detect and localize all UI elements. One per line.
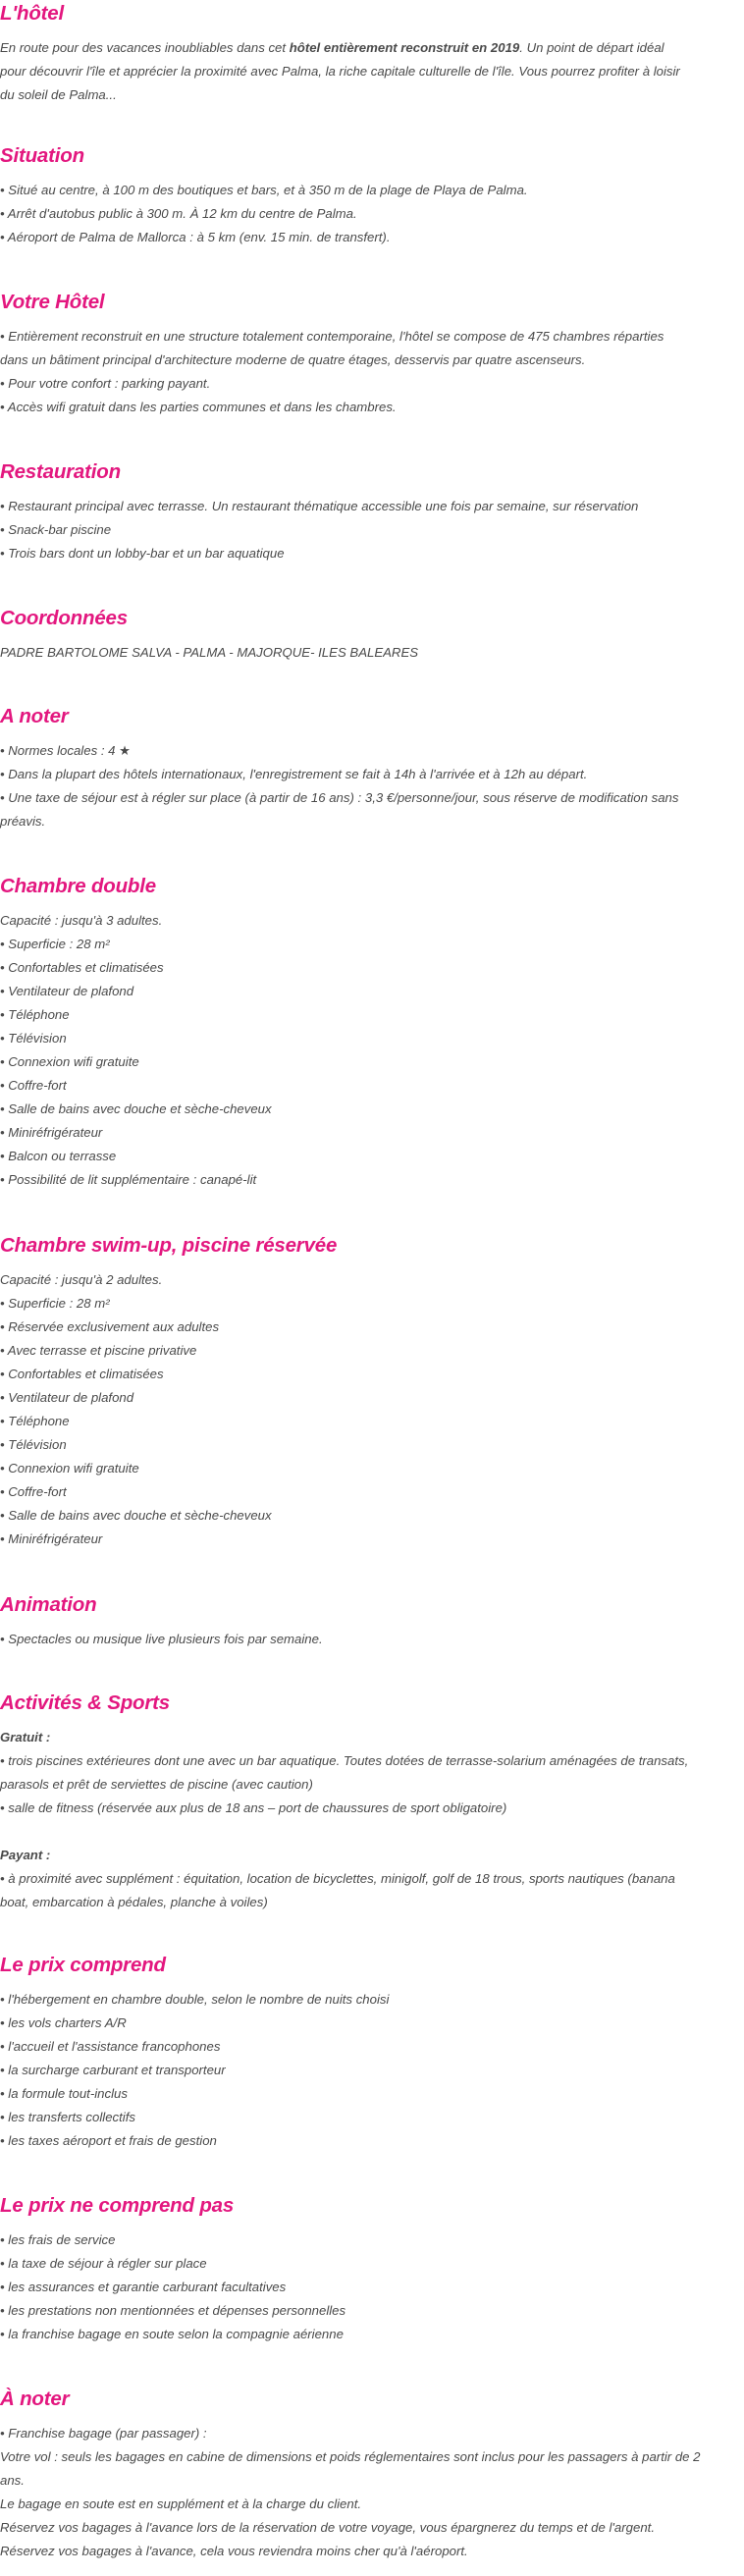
list-item: • Franchise bagage (par passager) : — [0, 2426, 207, 2441]
list-item: • Normes locales : 4 ★ — [0, 743, 131, 758]
section-coordonnees — [0, 605, 738, 665]
section-chambre-double — [0, 873, 738, 1192]
list-item: • salle de fitness (réservée aux plus de 18 ans – port de chaussures de sport obligatoire) — [0, 1800, 507, 1815]
intro-text-end: . Un point de départ idéal — [519, 40, 664, 55]
section-animation — [0, 1591, 738, 1651]
list-item: • Spectacles ou musique live plusieurs fois par semaine. — [0, 1632, 323, 1646]
section-activites-sports — [0, 1690, 738, 1914]
list-item: • les taxes aéroport et frais de gestion — [0, 2133, 217, 2148]
list-item: • les transferts collectifs — [0, 2110, 135, 2124]
list-item: • la surcharge carburant et transporteur — [0, 2063, 226, 2077]
section-hotel — [0, 0, 738, 107]
list-item: • Salle de bains avec douche et sèche-cheveux — [0, 1508, 272, 1523]
list-item: • les vols charters A/R — [0, 2015, 127, 2030]
section-title: À noter — [0, 2388, 70, 2410]
text-line: Le bagage en soute est en supplément et à la charge du client. — [0, 2496, 362, 2511]
section-title: A noter — [0, 705, 69, 727]
list-item: • l'accueil et l'assistance francophones — [0, 2039, 221, 2054]
list-item: • Possibilité de lit supplémentaire : canapé-lit — [0, 1172, 257, 1187]
list-item: • Connexion wifi gratuite — [0, 1054, 139, 1069]
list-item: • Arrêt d'autobus public à 300 m. À 12 km du centre de Palma. — [0, 206, 357, 221]
text-line: Votre vol : seuls les bagages en cabine de dimensions et poids réglementaires sont inclus pour les passagers à partir de 2 — [0, 2449, 701, 2464]
list-item: parasols et prêt de serviettes de piscine (avec caution) — [0, 1777, 313, 1792]
list-item: • Miniréfrigérateur — [0, 1531, 103, 1546]
list-item: • Entièrement reconstruit en une structure totalement contemporaine, l'hôtel se compose de 475 chambres réparties — [0, 329, 664, 344]
section-a-noter-bagages — [0, 2386, 738, 2563]
intro-line-3: du soleil de Palma... — [0, 87, 117, 102]
intro-text-start: En route pour des vacances inoubliables dans cet — [0, 40, 290, 55]
list-item: • Téléphone — [0, 1007, 70, 1022]
section-title: Chambre double — [0, 875, 156, 897]
list-item: boat, embarcation à pédales, planche à voiles) — [0, 1895, 268, 1909]
list-item: • Confortables et climatisées — [0, 960, 164, 975]
section-title: Chambre swim-up, piscine réservée — [0, 1234, 338, 1257]
gratuit-label: Gratuit : — [0, 1730, 51, 1744]
list-item: • Connexion wifi gratuite — [0, 1461, 139, 1476]
list-item: • Trois bars dont un lobby-bar et un bar aquatique — [0, 546, 285, 561]
section-restauration — [0, 458, 738, 565]
list-item: • Restaurant principal avec terrasse. Un restaurant thématique accessible une fois par semaine, sur réservation — [0, 499, 639, 513]
list-item: • les prestations non mentionnées et dépenses personnelles — [0, 2303, 346, 2318]
list-item: préavis. — [0, 814, 46, 829]
list-item: • Téléphone — [0, 1414, 70, 1428]
section-title: Le prix ne comprend pas — [0, 2194, 235, 2217]
list-item: • Situé au centre, à 100 m des boutiques et bars, et à 350 m de la plage de Playa de Palma. — [0, 183, 528, 197]
list-item: • Ventilateur de plafond — [0, 984, 134, 998]
section-title: Votre Hôtel — [0, 291, 105, 313]
list-item: • Télévision — [0, 1437, 67, 1452]
section-title: Situation — [0, 144, 84, 167]
section-prix-ne-comprend-pas — [0, 2192, 738, 2346]
list-item: • Réservée exclusivement aux adultes — [0, 1319, 220, 1334]
list-item: • à proximité avec supplément : équitation, location de bicyclettes, minigolf, golf de 18 trous, sports nautiques (banana — [0, 1871, 675, 1886]
list-item: • Superficie : 28 m² — [0, 1296, 110, 1311]
list-item: • Coffre-fort — [0, 1078, 67, 1093]
list-item: • Balcon ou terrasse — [0, 1149, 117, 1163]
section-title: Coordonnées — [0, 607, 128, 629]
capacity-text: Capacité : jusqu'à 2 adultes. — [0, 1272, 163, 1287]
list-item: • Miniréfrigérateur — [0, 1125, 103, 1140]
section-title: Restauration — [0, 460, 121, 483]
spacer — [0, 1820, 738, 1844]
list-item: • Salle de bains avec douche et sèche-cheveux — [0, 1101, 272, 1116]
section-title: Activités & Sports — [0, 1691, 170, 1714]
payant-label: Payant : — [0, 1848, 51, 1862]
list-item: • Télévision — [0, 1031, 67, 1046]
section-title: Animation — [0, 1593, 97, 1616]
section-prix-comprend — [0, 1952, 738, 2153]
text-line: ans. — [0, 2473, 25, 2488]
list-item: • Accès wifi gratuit dans les parties communes et dans les chambres. — [0, 400, 397, 414]
section-title: Le prix comprend — [0, 1954, 166, 1976]
list-item: • la franchise bagage en soute selon la compagnie aérienne — [0, 2327, 344, 2341]
address: PADRE BARTOLOME SALVA - PALMA - MAJORQUE- ILES BALEARES — [0, 645, 419, 660]
list-item: • Snack-bar piscine — [0, 522, 112, 537]
list-item: • trois piscines extérieures dont une avec un bar aquatique. Toutes dotées de terrasse-solarium aménagées de transats, — [0, 1753, 689, 1768]
list-item: • l'hébergement en chambre double, selon le nombre de nuits choisi — [0, 1992, 390, 2007]
list-item: • la formule tout-inclus — [0, 2086, 128, 2101]
section-votre-hotel — [0, 289, 738, 419]
section-a-noter — [0, 703, 738, 833]
list-item: • les frais de service — [0, 2232, 116, 2247]
list-item: • Superficie : 28 m² — [0, 937, 110, 951]
list-item: • Aéroport de Palma de Mallorca : à 5 km (env. 15 min. de transfert). — [0, 230, 391, 244]
list-item: • Dans la plupart des hôtels internationaux, l'enregistrement se fait à 14h à l'arrivée et à 12h au départ. — [0, 767, 588, 781]
list-item: • Confortables et climatisées — [0, 1367, 164, 1381]
list-item: • la taxe de séjour à régler sur place — [0, 2256, 207, 2271]
intro-paragraph — [0, 36, 738, 107]
list-item: • Avec terrasse et piscine privative — [0, 1343, 197, 1358]
section-title: L'hôtel — [0, 2, 64, 25]
text-line: Réservez vos bagages à l'avance, cela vous reviendra moins cher qu'à l'aéroport. — [0, 2544, 468, 2558]
list-item: • Une taxe de séjour est à régler sur place (à partir de 16 ans) : 3,3 €/personne/jour, sous réserve de modification sans — [0, 790, 679, 805]
section-chambre-swim-up — [0, 1232, 738, 1551]
text-line: Réservez vos bagages à l'avance lors de la réservation de votre voyage, vous épargnerez du temps et de l'argent. — [0, 2520, 655, 2535]
list-item: • Coffre-fort — [0, 1484, 67, 1499]
intro-highlight: hôtel entièrement reconstruit en 2019 — [289, 40, 520, 55]
list-item: • Pour votre confort : parking payant. — [0, 376, 211, 391]
capacity-text: Capacité : jusqu'à 3 adultes. — [0, 913, 163, 928]
section-situation — [0, 142, 738, 249]
list-item: • Ventilateur de plafond — [0, 1390, 134, 1405]
intro-line-2: pour découvrir l'île et apprécier la proximité avec Palma, la riche capitale culturelle de l'île. Vous pourrez profiter à loisir — [0, 64, 680, 79]
list-item: • les assurances et garantie carburant facultatives — [0, 2280, 287, 2294]
list-item: dans un bâtiment principal d'architecture moderne de quatre étages, desservis par quatre ascenseurs. — [0, 352, 586, 367]
